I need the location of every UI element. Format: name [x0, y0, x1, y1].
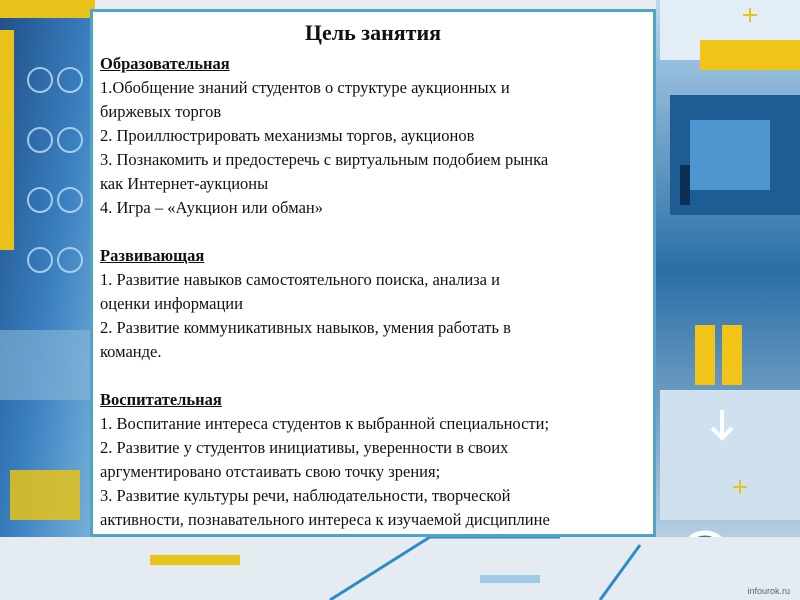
text-line: 3. Развитие культуры речи, наблюдательности, творческой	[100, 486, 511, 505]
text-line: 2. Развитие у студентов инициативы, уверенности в своих	[100, 438, 509, 457]
spacer	[100, 220, 646, 244]
text-line: 2. Развитие коммуникативных навыков, умения работать в	[100, 318, 511, 337]
text-line: 1. Развитие навыков самостоятельного поиска, анализа и	[100, 270, 500, 289]
text-line: активности, познавательного интереса к изучаемой дисциплине	[100, 510, 550, 529]
section-educational	[100, 52, 646, 220]
text-line: команде.	[100, 342, 162, 361]
spacer	[100, 364, 646, 388]
text-line: 1.Обобщение знаний студентов о структуре аукционных и	[100, 78, 510, 97]
slide-content-card	[90, 9, 656, 537]
slide-title: Цель занятия	[304, 20, 442, 45]
text-line: 2. Проиллюстрировать механизмы торгов, аукционов	[100, 126, 475, 145]
section-developmental	[100, 244, 646, 364]
text-line: аргументировано отстаивать свою точку зрения;	[100, 462, 441, 481]
text-line: оценки информации	[100, 294, 243, 313]
section-heading: Образовательная	[100, 54, 230, 73]
section-upbringing	[100, 388, 646, 532]
text-line: 1. Воспитание интереса студентов к выбранной специальности;	[100, 414, 550, 433]
section-heading: Развивающая	[100, 246, 205, 265]
text-line: 3. Познакомить и предостеречь с виртуальным подобием рынка	[100, 150, 549, 169]
watermark: infourok.ru	[747, 586, 790, 596]
text-line: как Интернет-аукционы	[100, 174, 269, 193]
text-line: биржевых торгов	[100, 102, 222, 121]
section-heading: Воспитательная	[100, 390, 222, 409]
text-line: 4. Игра – «Аукцион или обман»	[100, 198, 323, 217]
